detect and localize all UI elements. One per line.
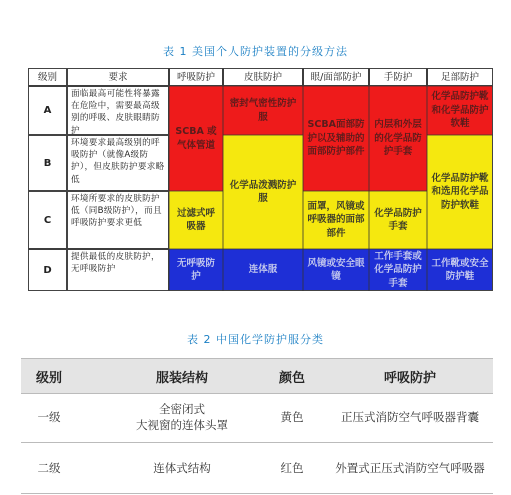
header-eye-face: 眼/面部防护 [303, 68, 369, 86]
row-color: 红色 [280, 461, 304, 475]
header-level: 级别 [28, 68, 67, 86]
respiratory-c: 过滤式呼吸器 [169, 191, 223, 249]
requirement-a: 面临最高可能性将暴露在危险中，需要最高级别的呼吸、皮肤眼睛防护 [67, 86, 169, 135]
row-structure: 全密闭式 大视窗的连体头罩 [136, 402, 228, 432]
header-hand: 手防护 [369, 68, 427, 86]
row-level: 二级 [37, 461, 61, 475]
foot-bc: 化学品防护靴和选用化学品防护软鞋 [427, 135, 493, 249]
level-a: A [28, 86, 67, 135]
table2-header-row [21, 358, 493, 394]
hand-c: 化学品防护手套 [369, 191, 427, 249]
level-b: B [28, 135, 67, 191]
respiratory-d: 无呼吸防护 [169, 249, 223, 291]
row-level: 一级 [37, 410, 61, 424]
table2-caption: 表 2 中国化学防护服分类 [187, 333, 324, 346]
header-level: 级别 [35, 370, 62, 386]
table-row [21, 443, 493, 493]
skin-d: 连体服 [223, 249, 303, 291]
header-color: 颜色 [278, 370, 305, 386]
foot-a: 化学品防护靴和化学品防护软鞋 [427, 86, 493, 135]
skin-a: 密封气密性防护服 [223, 86, 303, 135]
row-respiratory: 外置式正压式消防空气呼吸器 [335, 461, 485, 475]
eye-face-d: 风镜或安全眼镜 [303, 249, 369, 291]
header-respiratory: 呼吸防护 [169, 68, 223, 86]
header-foot: 足部防护 [427, 68, 493, 86]
row-respiratory: 正压式消防空气呼吸器背囊 [341, 410, 479, 424]
row-color: 黄色 [280, 410, 304, 424]
header-requirement: 要求 [67, 68, 169, 86]
header-respiratory: 呼吸防护 [383, 370, 436, 386]
eye-face-c: 面罩，风镜或呼吸器的面部部件 [303, 191, 369, 249]
requirement-d: 提供最低的皮肤防护，无呼吸防护 [67, 249, 169, 291]
hand-ab: 内层和外层的化学品防护手套 [369, 86, 427, 191]
table-bottom-border [21, 493, 493, 494]
requirement-b: 环境要求最高级别的呼吸防护（就像A级防护），但皮肤防护要求略低 [67, 135, 169, 191]
row-structure: 连体式结构 [153, 461, 211, 475]
table-row [21, 392, 493, 442]
header-structure: 服装结构 [155, 370, 208, 386]
skin-bc: 化学品泼溅防护服 [223, 135, 303, 249]
eye-face-ab: SCBA面部防护以及辅助的面部防护部件 [303, 86, 369, 191]
hand-d: 工作手套或化学品防护手套 [369, 249, 427, 291]
level-d: D [28, 249, 67, 291]
us-ppe-classification-table [28, 68, 493, 291]
respiratory-ab: SCBA 或气体管道 [169, 86, 223, 191]
level-c: C [28, 191, 67, 249]
header-skin: 皮肤防护 [223, 68, 303, 86]
requirement-c: 环境所要求的皮肤防护低（同B级防护），而且呼吸防护要求更低 [67, 191, 169, 249]
table1-caption: 表 1 美国个人防护装置的分级方法 [163, 45, 348, 58]
foot-d: 工作靴或安全防护鞋 [427, 249, 493, 291]
